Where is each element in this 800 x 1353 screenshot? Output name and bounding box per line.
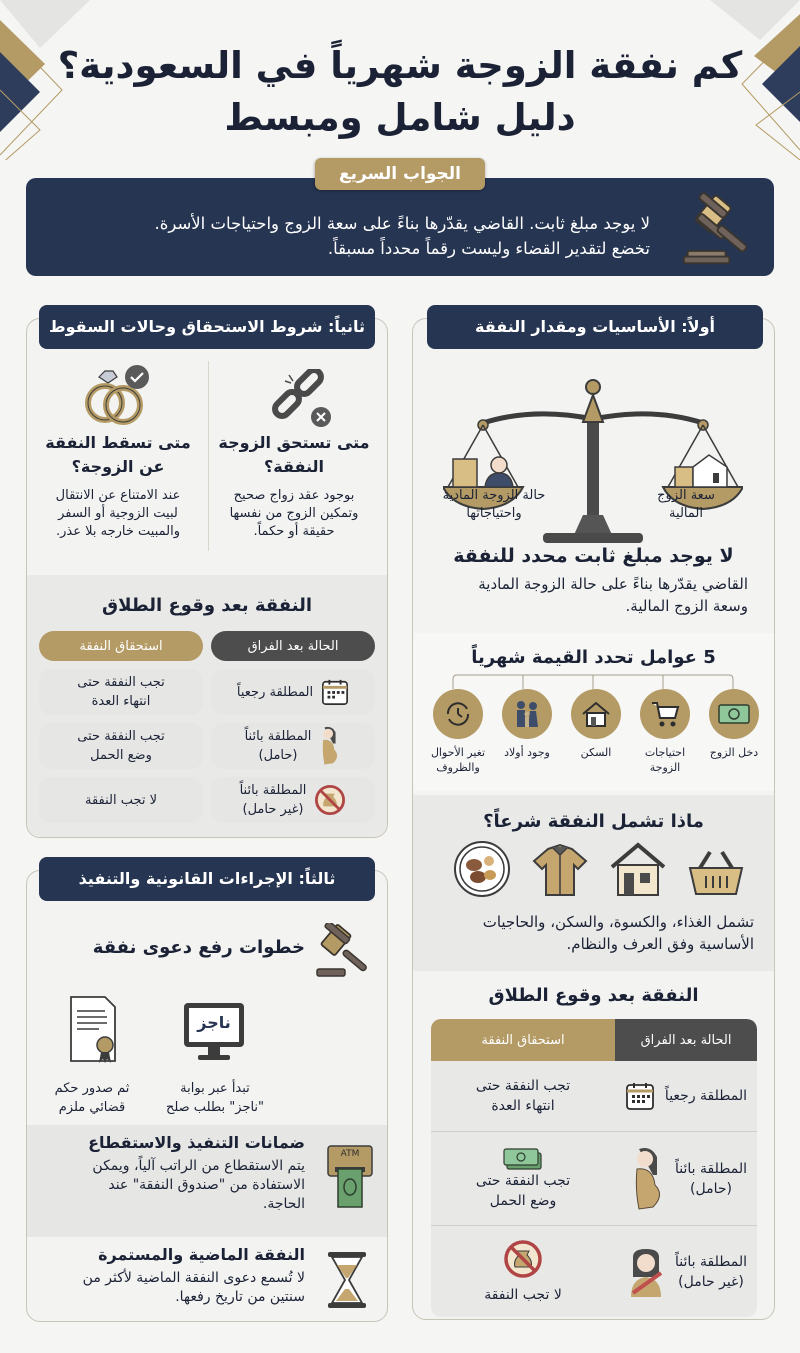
scale-label-husband-line-2: المالية (669, 506, 703, 521)
divorce-title-left: النفقة بعد وقوع الطلاق (102, 595, 312, 616)
status-text: المطلقة رجعياً (664, 1088, 747, 1104)
table-row (39, 777, 375, 823)
table-row (39, 669, 375, 715)
atm-label: ATM (340, 1149, 360, 1159)
guarantee-line-1: يتم الاستقطاع من الراتب آلياً، ويمكن (92, 1158, 305, 1174)
certificate-icon (69, 995, 121, 1065)
factors-title: 5 عوامل تحدد القيمة شهرياً (471, 647, 716, 668)
scale-label-wife (429, 487, 559, 523)
section-basics (412, 318, 775, 1320)
family-icon (512, 699, 542, 729)
entitled-title (209, 431, 379, 479)
status-text-1: المطلقة بائناً (244, 729, 312, 744)
entitlement-text-2: وضع الحمل (90, 748, 152, 763)
factor-label: احتياجات (644, 746, 686, 759)
entitlement-text-1: تجب النفقة حتى (475, 1172, 571, 1189)
hourglass-icon (327, 1251, 367, 1309)
past-line-1: لا تُسمع دعوى النفقة الماضية لأكثر من (82, 1270, 305, 1286)
entitled-desc (209, 487, 379, 541)
section-basics-header: أولاً: الأساسيات ومقدار النفقة (427, 305, 763, 349)
divorce-table-right (431, 1019, 757, 1317)
status-text-2: (حامل) (690, 1180, 732, 1197)
calendar-icon (321, 678, 349, 706)
past-line-2: سنتين من تاريخ رفعها. (175, 1289, 305, 1305)
quick-answer-badge: الجواب السريع (315, 158, 485, 190)
past-alimony-title: النفقة الماضية والمستمرة (98, 1245, 305, 1264)
no-money-bag-icon (503, 1239, 543, 1279)
table-row (431, 1225, 757, 1317)
status-cell (211, 723, 375, 769)
status-cell (211, 777, 375, 823)
col-status-header: الحالة بعد الفراق (615, 1019, 757, 1061)
entitlement-cell (431, 1061, 615, 1131)
factors-connector (443, 671, 743, 691)
entitlement-cell (39, 777, 203, 823)
divorce-title-right: النفقة بعد وقوع الطلاق (488, 985, 699, 1006)
includes-line-1: تشمل الغذاء، والكسوة، والسكن، والحاجيات (482, 913, 754, 931)
status-text-1: المطلقة بائناً (675, 1253, 747, 1270)
factor-label: وجود أولاد (504, 746, 550, 759)
quick-answer-text (50, 211, 650, 261)
pregnant-woman-icon (631, 1145, 665, 1213)
includes-line-2: الأساسية وفق العرف والنظام. (566, 935, 754, 953)
house-icon (608, 839, 668, 899)
cart-icon (650, 700, 680, 728)
entitlement-cell (39, 669, 203, 715)
status-text: المطلقة رجعياً (236, 684, 314, 700)
factor-label: السكن (580, 746, 612, 759)
entitlement-cell (39, 723, 203, 769)
desc-line-2: وسعة الزوج المالية. (625, 597, 748, 615)
entitled-text-1: بوجود عقد زواج صحيح (233, 488, 355, 503)
step-2-line-2: قضائي ملزم (58, 1100, 126, 1115)
entitled-title-1: متى تستحق الزوجة (218, 433, 370, 452)
includes-desc (428, 911, 754, 955)
guarantee-line-3: الحاجة. (262, 1196, 305, 1212)
col-entitlement-header: استحقاق النفقة (431, 1019, 615, 1061)
factor-changing-circumstances (426, 689, 490, 775)
factor-wife-needs (633, 689, 697, 775)
forfeit-text-3: والمبيت خارجه بلا عذر. (55, 524, 181, 539)
step-1-line-1: تبدأ عبر بوابة (180, 1081, 250, 1096)
status-text-2: (غير حامل) (242, 802, 304, 817)
steps-title: خطوات رفع دعوى نفقة (92, 937, 305, 958)
factor-children (495, 689, 559, 760)
cash-stack-icon (503, 1147, 543, 1171)
status-text-1: المطلقة بائناً (239, 783, 307, 798)
forfeit-title (33, 431, 203, 479)
desc-line-1: القاضي يقدّرها بناءً على حالة الزوجة المادية (478, 575, 748, 593)
status-text (675, 1159, 747, 1199)
divorce-table-left (39, 631, 375, 831)
status-text-2: (غير حامل) (678, 1273, 744, 1290)
factor-housing (564, 689, 628, 760)
forfeit-title-1: متى تسقط النفقة (45, 433, 191, 452)
no-fixed-amount-desc (428, 573, 748, 617)
quick-answer-line-1: لا يوجد مبلغ ثابت. القاضي يقدّرها بناءً على سعة الزوج واحتياجات الأسرة. (154, 214, 650, 233)
status-cell (615, 1226, 757, 1317)
entitlement-text-2: انتهاء العدة (91, 694, 151, 709)
status-text-1: المطلقة بائناً (675, 1160, 747, 1177)
status-cell (615, 1132, 757, 1225)
scale-label-husband (636, 487, 736, 523)
entitlement-text-1: تجب النفقة حتى (475, 1078, 571, 1094)
table-row (39, 723, 375, 769)
page-title (0, 40, 800, 144)
table-row (431, 1131, 757, 1225)
najiz-label: ناجز (197, 1013, 231, 1032)
entitlement-text-2: انتهاء العدة (491, 1098, 555, 1114)
money-icon (718, 704, 750, 724)
includes-title: ماذا تشمل النفقة شرعاً؟ (483, 811, 704, 832)
gavel-icon (680, 192, 756, 268)
shirt-icon (530, 839, 590, 899)
factor-label-2: والظروف (436, 761, 480, 774)
guarantee-title: ضمانات التنفيذ والاستقطاع (88, 1133, 305, 1152)
factor-label: دخل الزوج (709, 746, 759, 759)
section-conditions-header: ثانياً: شروط الاستحقاق وحالات السقوط (39, 305, 375, 349)
section-legal-header: ثالثاً: الإجراءات القانونية والتنفيذ (39, 857, 375, 901)
step-1-line-2: "ناجز" بطلب صلح (165, 1100, 265, 1115)
pregnant-woman-icon (319, 725, 341, 767)
entitlement-cell (431, 1132, 615, 1225)
status-text (675, 1252, 747, 1292)
entitled-text-2: وتمكين الزوج من نفسها (229, 506, 359, 521)
house-icon (581, 700, 611, 728)
scale-label-wife-line-2: واحتياجاتها (466, 506, 522, 521)
gavel-icon (313, 923, 373, 979)
step-1 (155, 1079, 275, 1117)
status-cell (615, 1061, 757, 1131)
forfeit-title-2: عن الزوجة؟ (71, 457, 165, 476)
balance-scale-icon (443, 367, 743, 557)
forfeit-text-1: عند الامتناع عن الانتقال (55, 488, 181, 503)
scale-label-wife-line-1: حالة الزوجة المادية (442, 488, 546, 503)
guarantee-desc (43, 1157, 305, 1214)
title-line-2: دليل شامل ومبسط (224, 96, 576, 139)
basket-icon (686, 844, 746, 904)
no-money-bag-icon (314, 784, 346, 816)
entitlement-text-2: وضع الحمل (489, 1192, 557, 1209)
woman-crossed-icon (627, 1247, 665, 1297)
factor-label-2: الزوجة (649, 761, 681, 774)
section-conditions (26, 318, 388, 838)
clock-cycle-icon (443, 699, 473, 729)
section-legal-procedures (26, 870, 388, 1322)
past-alimony-desc (43, 1269, 305, 1307)
entitled-title-2: النفقة؟ (263, 457, 325, 476)
entitlement-text-1: تجب النفقة حتى (77, 729, 165, 744)
step-2 (37, 1079, 147, 1117)
scale-label-husband-line-1: سعة الزوج (657, 488, 715, 503)
status-text-2: (حامل) (258, 748, 298, 763)
status-text (245, 727, 312, 765)
table-row (431, 1061, 757, 1131)
entitlement-text-1: لا تجب النفقة (484, 1286, 562, 1303)
forfeit-desc (33, 487, 203, 541)
status-text (240, 781, 307, 819)
entitled-text-3: حقيقة أو حكماً. (253, 524, 335, 539)
najiz-monitor-icon (182, 1001, 246, 1063)
table-header (431, 1019, 757, 1061)
factor-husband-income (702, 689, 766, 760)
broken-chain-icon (265, 369, 335, 429)
forfeit-text-2: لبيت الزوجية أو السفر (58, 506, 178, 521)
title-line-1: كم نفقة الزوجة شهرياً في السعودية؟ (57, 44, 743, 87)
entitlement-text-1: لا تجب النفقة (84, 792, 158, 808)
factor-label: تغير الأحوال (430, 746, 486, 759)
status-cell (211, 669, 375, 715)
calendar-icon (625, 1081, 655, 1111)
entitlement-text-1: تجب النفقة حتى (77, 675, 165, 690)
wedding-rings-icon (81, 363, 153, 429)
quick-answer-line-2: تخضع لتقدير القضاء وليست رقماً محدداً مسبقاً. (327, 239, 650, 258)
quick-answer-box (26, 164, 774, 276)
guarantee-line-2: الاستفادة من "صندوق النفقة" عند (108, 1177, 305, 1193)
no-fixed-amount-headline: لا يوجد مبلغ ثابت محدد للنفقة (453, 545, 734, 567)
food-plate-icon (452, 839, 512, 899)
entitlement-cell (431, 1226, 615, 1317)
step-2-line-1: ثم صدور حكم (54, 1081, 130, 1096)
col-entitlement-header: استحقاق النفقة (39, 631, 203, 661)
table-header (39, 631, 375, 661)
col-status-header: الحالة بعد الفراق (211, 631, 375, 661)
